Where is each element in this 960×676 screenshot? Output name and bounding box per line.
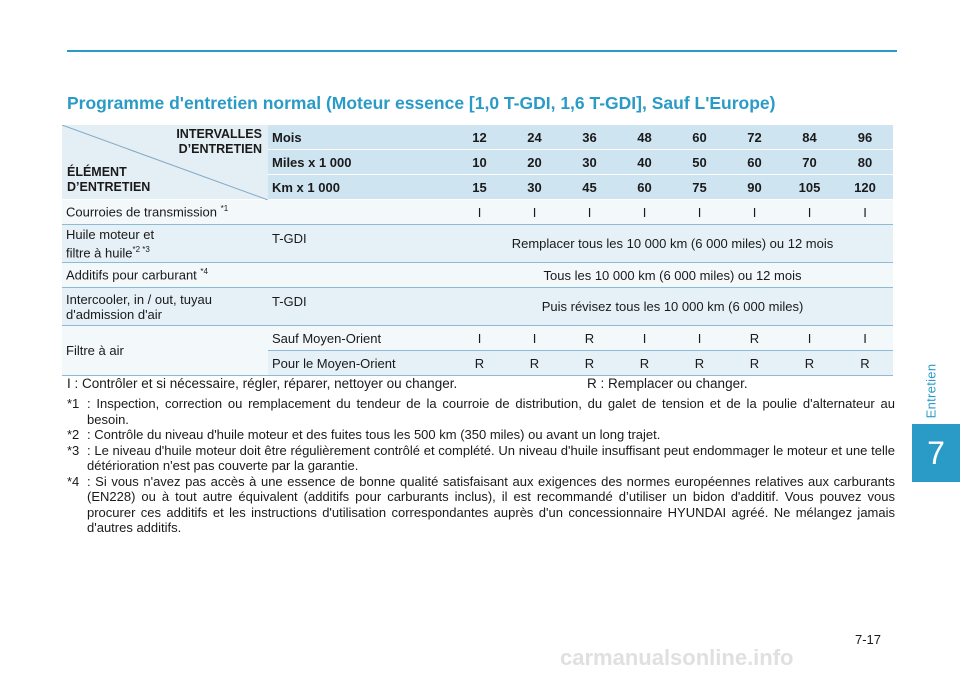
- interval-value: 70: [782, 150, 837, 175]
- action-cell: I: [507, 200, 562, 225]
- interval-value: 15: [452, 175, 507, 200]
- footnotes: [67, 396, 895, 536]
- interval-value: 45: [562, 175, 617, 200]
- interval-instruction: Puis révisez tous les 10 000 km (6 000 miles): [452, 288, 893, 326]
- action-cell: R: [837, 351, 893, 376]
- footnote-text: : Si vous n'avez pas accès à une essence de bonne qualité satisfaisant aux exigences des normes européennes relatives aux carburants (EN228) ou à tout autre équivalent (additifs pour carburants inclus), il est recommandé d’utiliser un bidon d'additif. Vous pouvez vous procurer ces additifs et les instructions d'utilisation correspondantes auprès d'un concessionnaire HYUNDAI agréé. Ne mélangez jamais d'autres additifs.: [87, 473, 895, 535]
- condition-label: Sauf Moyen-Orient: [268, 326, 452, 351]
- interval-value: 30: [562, 150, 617, 175]
- action-cell: R: [727, 326, 782, 351]
- action-cell: R: [562, 326, 617, 351]
- interval-value: 96: [837, 125, 893, 150]
- footnote: [67, 474, 895, 536]
- action-cell: I: [452, 326, 507, 351]
- interval-row-months: [62, 125, 893, 150]
- action-cell: R: [617, 351, 672, 376]
- item-label: [62, 225, 268, 263]
- action-cell: I: [452, 200, 507, 225]
- engine-type: T-GDI: [268, 288, 452, 326]
- item-label-line1: Intercooler, in / out, tuyau: [66, 291, 212, 307]
- interval-value: 36: [562, 125, 617, 150]
- interval-value: 72: [727, 125, 782, 150]
- condition-label: Pour le Moyen-Orient: [268, 351, 452, 376]
- legend-replace: R : Remplacer ou changer.: [587, 376, 748, 391]
- table-row-fuel-additive: [62, 263, 893, 288]
- footnote-mark: *4: [67, 473, 80, 489]
- action-cell: I: [782, 200, 837, 225]
- top-rule: [67, 50, 897, 52]
- footnote-mark: *3: [67, 442, 80, 458]
- interval-value: 60: [617, 175, 672, 200]
- interval-value: 10: [452, 150, 507, 175]
- item-label-line2: d'admission d'air: [66, 306, 163, 322]
- action-cell: I: [507, 326, 562, 351]
- action-cell: I: [672, 200, 727, 225]
- table-corner-header: [62, 125, 268, 200]
- interval-label: Miles x 1 000: [268, 150, 452, 175]
- action-cell: R: [727, 351, 782, 376]
- action-cell: R: [562, 351, 617, 376]
- footnote-mark: *2: [67, 427, 80, 442]
- interval-value: 60: [727, 150, 782, 175]
- interval-value: 105: [782, 175, 837, 200]
- interval-value: 60: [672, 125, 727, 150]
- action-cell: I: [672, 326, 727, 351]
- interval-value: 30: [507, 175, 562, 200]
- section-side-label: [916, 360, 946, 422]
- table-row-intercooler: [62, 288, 893, 326]
- corner-item-label: ÉLÉMENT D’ENTRETIEN: [67, 165, 151, 194]
- interval-value: 80: [837, 150, 893, 175]
- table-row-air-filter: [62, 326, 893, 351]
- interval-value: 20: [507, 150, 562, 175]
- interval-instruction: Tous les 10 000 km (6 000 miles) ou 12 mois: [452, 263, 893, 288]
- corner-intervals-label: INTERVALLES D’ENTRETIEN: [176, 127, 262, 156]
- chapter-tab: 7: [912, 424, 960, 482]
- footnote-text: : Inspection, correction ou remplacement du tendeur de la courroie de distribution, du galet de tension et de la poulie d'alternateur au besoin.: [87, 396, 895, 427]
- interval-value: 75: [672, 175, 727, 200]
- interval-value: 40: [617, 150, 672, 175]
- legend: [67, 376, 748, 391]
- item-label: Filtre à air: [62, 326, 268, 376]
- action-cell: I: [617, 200, 672, 225]
- maintenance-schedule-table: [62, 125, 893, 376]
- interval-label: Mois: [268, 125, 452, 150]
- item-label: [62, 200, 452, 225]
- section-name: Entretien: [923, 363, 939, 419]
- interval-value: 50: [672, 150, 727, 175]
- interval-value: 120: [837, 175, 893, 200]
- footnote: [67, 396, 895, 427]
- footnote-text: : Le niveau d'huile moteur doit être régulièrement contrôlé et complété. Un niveau d'huile insuffisant peut endommager le moteur et une telle détérioration n'est pas couverte par la garantie.: [87, 442, 895, 473]
- item-label-line1: Huile moteur et: [66, 226, 155, 242]
- action-cell: R: [782, 351, 837, 376]
- action-cell: R: [672, 351, 727, 376]
- footnote: [67, 443, 895, 474]
- footnote-ref: *1: [220, 204, 229, 214]
- action-cell: R: [452, 351, 507, 376]
- action-cell: I: [727, 200, 782, 225]
- interval-instruction: Remplacer tous les 10 000 km (6 000 miles) ou 12 mois: [452, 225, 893, 263]
- footnote: [67, 427, 895, 443]
- interval-value: 90: [727, 175, 782, 200]
- interval-value: 48: [617, 125, 672, 150]
- action-cell: I: [837, 200, 893, 225]
- interval-value: 24: [507, 125, 562, 150]
- footnote-ref: *2 *3: [132, 244, 150, 254]
- item-label: [62, 263, 452, 288]
- interval-value: 12: [452, 125, 507, 150]
- page-number: 7-17: [855, 632, 882, 647]
- footnote-mark: *1: [67, 396, 80, 411]
- action-cell: I: [617, 326, 672, 351]
- action-cell: I: [782, 326, 837, 351]
- action-cell: R: [507, 351, 562, 376]
- item-label: [62, 288, 268, 326]
- table-row-drive-belts: [62, 200, 893, 225]
- item-label-text: Additifs pour carburant: [66, 267, 197, 283]
- engine-type: T-GDI: [268, 225, 452, 263]
- action-cell: I: [562, 200, 617, 225]
- interval-value: 84: [782, 125, 837, 150]
- action-cell: I: [837, 326, 893, 351]
- watermark: carmanualsonline.info: [560, 645, 794, 670]
- legend-inspect: I : Contrôler et si nécessaire, régler, réparer, nettoyer ou changer.: [67, 376, 458, 391]
- footnote-ref: *4: [200, 267, 208, 277]
- footnote-text: : Contrôle du niveau d'huile moteur et des fuites tous les 500 km (350 miles) ou avant un long trajet.: [87, 427, 661, 442]
- item-label-text: Courroies de transmission: [66, 204, 218, 220]
- interval-label: Km x 1 000: [268, 175, 452, 200]
- page-title: Programme d'entretien normal (Moteur essence [1,0 T-GDI, 1,6 T-GDI], Sauf L'Europe): [67, 93, 776, 113]
- item-label-line2: filtre à huile: [66, 245, 133, 261]
- table-row-engine-oil: [62, 225, 893, 263]
